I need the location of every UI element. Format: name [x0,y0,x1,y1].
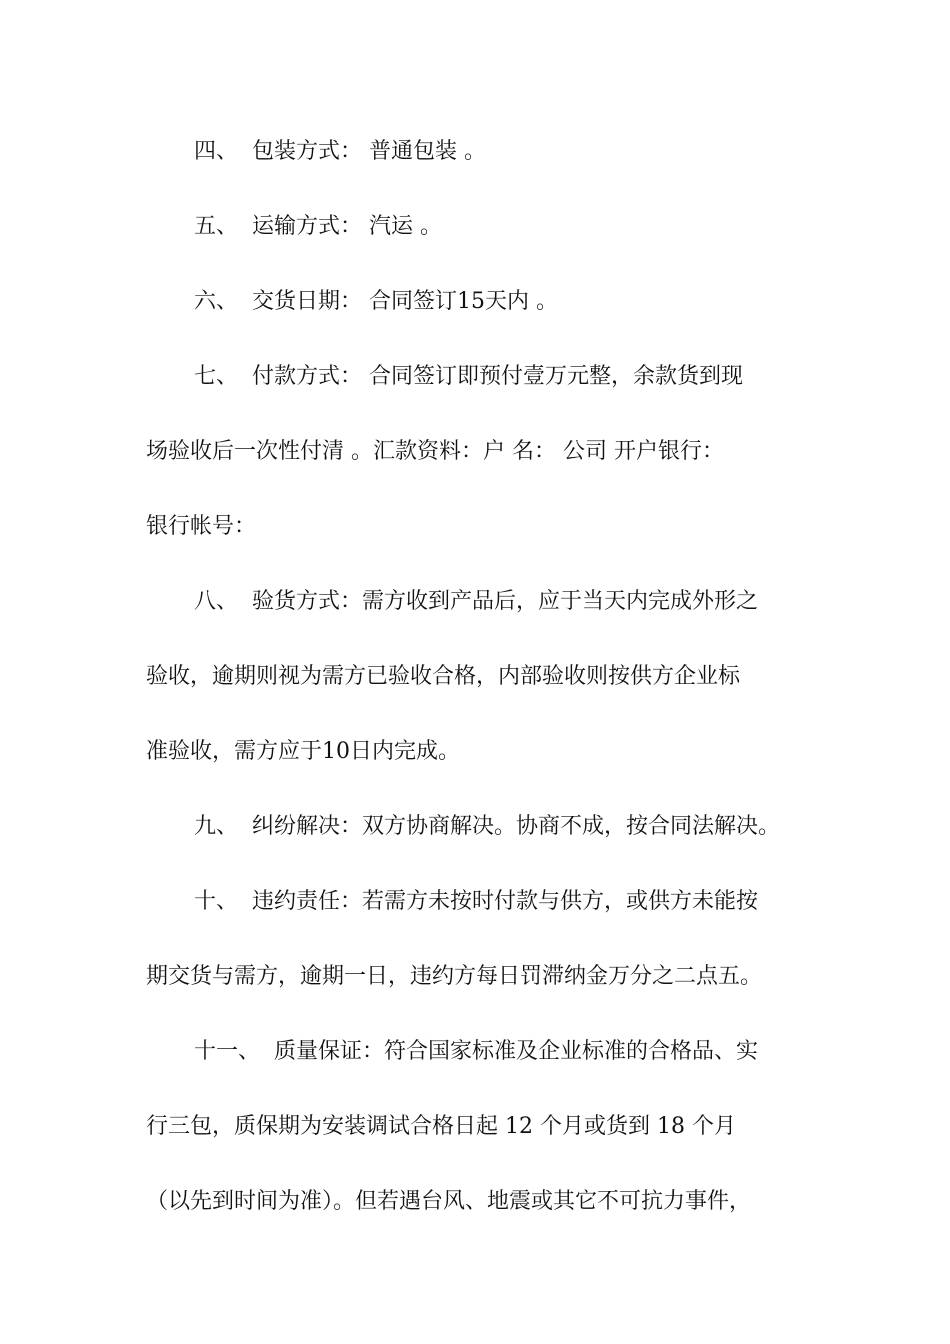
clause-10-liability: 十、 违约责任：若需方未按时付款与供方，或供方未能按 [194,889,758,914]
clause-6-delivery-date: 六、 交货日期： 合同签订15天内 。 [194,289,558,314]
clause-8-inspection-cont: 验收，逾期则视为需方已验收合格，内部验收则按供方企业标 [146,664,741,689]
clause-11-quality-cont: 行三包，质保期为安装调试合格日起 12 个月或货到 18 个月 [146,1114,736,1139]
clause-10-liability-cont: 期交货与需方，逾期一日，违约方每日罚滞纳金万分之二点五。 [146,964,763,989]
clause-7-bank-account: 银行帐号： [146,514,257,539]
clause-8-inspection-end: 准验收，需方应于10日内完成。 [146,739,460,764]
clause-7-payment: 七、 付款方式： 合同签订即预付壹万元整，余款货到现 [194,364,743,389]
clause-5-transport: 五、 运输方式： 汽运 。 [194,214,442,239]
clause-4-packaging: 四、 包装方式： 普通包装 。 [194,139,486,164]
clause-7-payment-cont: 场验收后一次性付清 。汇款资料：户 名： 公司 开户银行： [146,439,724,464]
clause-9-dispute: 九、 纠纷解决：双方协商解决。协商不成，按合同法解决。 [194,814,780,839]
clause-11-quality: 十一、 质量保证：符合国家标准及企业标准的合格品、实 [194,1039,758,1064]
clause-11-quality-end: （以先到时间为准）。但若遇台风、地震或其它不可抗力事件， [146,1189,752,1214]
clause-8-inspection: 八、 验货方式：需方收到产品后，应于当天内完成外形之 [194,589,758,614]
